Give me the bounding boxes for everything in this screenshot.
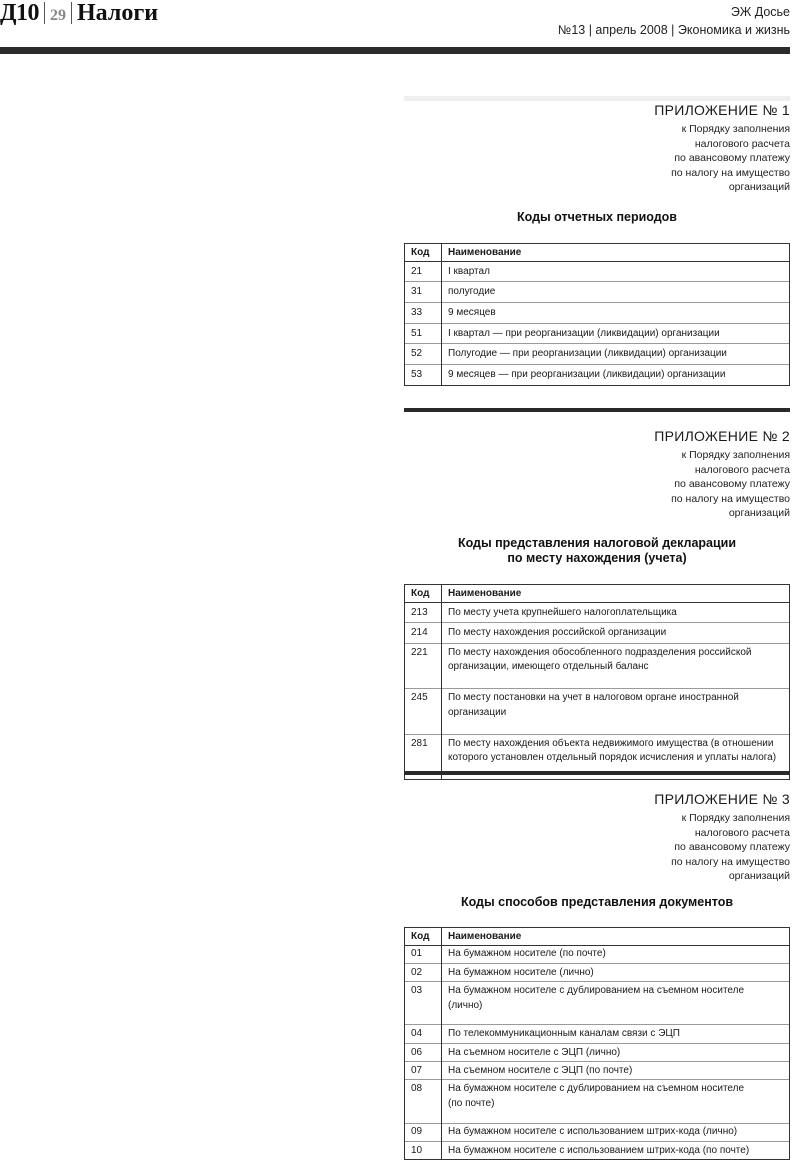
name-cell xyxy=(442,1080,790,1123)
name-line: организации, имеющего отдельный баланс xyxy=(448,660,783,675)
table-row xyxy=(405,344,790,365)
section-code: Д10 xyxy=(0,0,39,27)
name-line: На съемном носителе с ЭЦП (по почте) xyxy=(448,1064,783,1079)
appendix-subtitle xyxy=(404,122,790,195)
column-header-code: Код xyxy=(405,243,442,261)
table-row xyxy=(405,261,790,282)
name-line: (лично) xyxy=(448,999,783,1014)
appendix-3 xyxy=(404,771,790,1160)
name-cell xyxy=(442,1123,790,1141)
name-line: (по почте) xyxy=(448,1097,783,1112)
heading-line: Коды способов представления документов xyxy=(404,895,790,910)
name-line: По месту нахождения объекта недвижимого имущества (в отношении xyxy=(448,737,783,752)
codes-table xyxy=(404,243,790,386)
appendix-heading xyxy=(404,895,790,910)
column-header-code: Код xyxy=(405,927,442,945)
table-row xyxy=(405,982,790,1025)
name-cell xyxy=(442,282,790,303)
code-cell: 09 xyxy=(405,1123,442,1141)
subtitle-line: по налогу на имущество xyxy=(404,855,790,870)
name-line: По месту нахождения российской организации xyxy=(448,626,783,641)
table-row xyxy=(405,1141,790,1159)
column-header-code: Код xyxy=(405,584,442,602)
table-row xyxy=(405,1061,790,1079)
name-line: 9 месяцев — при реорганизации (ликвидации) организации xyxy=(448,368,783,383)
table-row xyxy=(405,623,790,644)
name-line: По месту нахождения обособленного подразделения российской xyxy=(448,646,783,661)
page-number: 29 xyxy=(50,7,66,25)
name-line: I квартал — при реорганизации (ликвидации) организации xyxy=(448,327,783,342)
table-row xyxy=(405,602,790,623)
appendix-subtitle xyxy=(404,811,790,884)
subtitle-line: организаций xyxy=(404,869,790,884)
name-line: I квартал xyxy=(448,265,783,280)
code-cell: 281 xyxy=(405,734,442,780)
name-cell xyxy=(442,364,790,385)
table-header-row xyxy=(405,927,790,945)
heading-line: Коды представления налоговой декларации xyxy=(404,536,790,551)
subtitle-line: налогового расчета xyxy=(404,826,790,841)
subtitle-line: к Порядку заполнения xyxy=(404,122,790,137)
name-line: На бумажном носителе с дублированием на съемном носителе xyxy=(448,984,783,999)
name-line: полугодие xyxy=(448,285,783,300)
header-rule xyxy=(0,47,790,54)
code-cell: 06 xyxy=(405,1043,442,1061)
name-cell xyxy=(442,982,790,1025)
name-cell xyxy=(442,643,790,689)
name-cell xyxy=(442,623,790,644)
table-row xyxy=(405,945,790,963)
name-cell xyxy=(442,963,790,981)
name-cell xyxy=(442,945,790,963)
table-row xyxy=(405,643,790,689)
subtitle-line: налогового расчета xyxy=(404,137,790,152)
table-row xyxy=(405,1123,790,1141)
code-cell: 245 xyxy=(405,689,442,735)
appendix-heading xyxy=(404,210,790,225)
code-cell: 04 xyxy=(405,1025,442,1043)
appendix-heading xyxy=(404,536,790,566)
subtitle-line: налогового расчета xyxy=(404,463,790,478)
name-line: Полугодие — при реорганизации (ликвидации) организации xyxy=(448,347,783,362)
table-row xyxy=(405,282,790,303)
name-cell xyxy=(442,1043,790,1061)
table-row xyxy=(405,1080,790,1123)
name-cell xyxy=(442,344,790,365)
heading-line: Коды отчетных периодов xyxy=(404,210,790,225)
name-cell xyxy=(442,1025,790,1043)
code-cell: 01 xyxy=(405,945,442,963)
name-line: организации xyxy=(448,706,783,721)
name-cell xyxy=(442,302,790,323)
appendix-subtitle xyxy=(404,448,790,521)
appendix-rule xyxy=(404,408,790,412)
publication-name: ЭЖ Досье xyxy=(558,3,790,21)
column-header-name: Наименование xyxy=(442,927,790,945)
issue-line: №13 | апрель 2008 | Экономика и жизнь xyxy=(558,21,790,39)
code-cell: 53 xyxy=(405,364,442,385)
name-line: По телекоммуникационным каналам связи с ЭЦП xyxy=(448,1027,783,1042)
name-line: По месту учета крупнейшего налогоплательщика xyxy=(448,606,783,621)
appendix-1 xyxy=(404,96,790,386)
code-cell: 214 xyxy=(405,623,442,644)
header-right xyxy=(558,3,790,39)
name-cell xyxy=(442,602,790,623)
code-cell: 221 xyxy=(405,643,442,689)
name-line: На бумажном носителе с использованием штрих-кода (по почте) xyxy=(448,1144,783,1159)
table-row xyxy=(405,302,790,323)
subtitle-line: по авансовому платежу xyxy=(404,840,790,855)
name-cell xyxy=(442,261,790,282)
code-cell: 10 xyxy=(405,1141,442,1159)
name-line: которого установлен отдельный порядок исчисления и уплаты налога) xyxy=(448,751,783,766)
table-row xyxy=(405,323,790,344)
subtitle-line: по налогу на имущество xyxy=(404,492,790,507)
table-header-row xyxy=(405,584,790,602)
code-cell: 08 xyxy=(405,1080,442,1123)
subtitle-line: организаций xyxy=(404,506,790,521)
code-cell: 31 xyxy=(405,282,442,303)
code-cell: 21 xyxy=(405,261,442,282)
name-cell xyxy=(442,323,790,344)
name-line: На бумажном носителе с использованием штрих-кода (лично) xyxy=(448,1125,783,1140)
table-row xyxy=(405,689,790,735)
table-row xyxy=(405,1025,790,1043)
name-cell xyxy=(442,689,790,735)
subtitle-line: по налогу на имущество xyxy=(404,166,790,181)
name-line: На съемном носителе с ЭЦП (лично) xyxy=(448,1046,783,1061)
table-row xyxy=(405,364,790,385)
codes-table xyxy=(404,927,790,1160)
name-line: На бумажном носителе (по почте) xyxy=(448,947,783,962)
subtitle-line: к Порядку заполнения xyxy=(404,448,790,463)
header-divider xyxy=(44,2,45,24)
page-header xyxy=(0,0,800,52)
appendix-2 xyxy=(404,408,790,780)
code-cell: 07 xyxy=(405,1061,442,1079)
name-cell xyxy=(442,1061,790,1079)
code-cell: 52 xyxy=(405,344,442,365)
name-line: На бумажном носителе (лично) xyxy=(448,966,783,981)
subtitle-line: по авансовому платежу xyxy=(404,477,790,492)
name-line: На бумажном носителе с дублированием на съемном носителе xyxy=(448,1082,783,1097)
heading-line: по месту нахождения (учета) xyxy=(404,551,790,566)
subtitle-line: организаций xyxy=(404,180,790,195)
column-header-name: Наименование xyxy=(442,243,790,261)
appendix-rule xyxy=(404,771,790,775)
code-cell: 02 xyxy=(405,963,442,981)
name-line: 9 месяцев xyxy=(448,306,783,321)
appendix-title: ПРИЛОЖЕНИЕ № 1 xyxy=(404,101,790,119)
rubric-title: Налоги xyxy=(77,0,158,27)
code-cell: 03 xyxy=(405,982,442,1025)
codes-table xyxy=(404,584,790,781)
subtitle-line: по авансовому платежу xyxy=(404,151,790,166)
table-row xyxy=(405,1043,790,1061)
header-left xyxy=(0,0,158,26)
table-row xyxy=(405,963,790,981)
column-header-name: Наименование xyxy=(442,584,790,602)
subtitle-line: к Порядку заполнения xyxy=(404,811,790,826)
appendix-title: ПРИЛОЖЕНИЕ № 2 xyxy=(404,427,790,445)
table-header-row xyxy=(405,243,790,261)
appendix-title: ПРИЛОЖЕНИЕ № 3 xyxy=(404,790,790,808)
code-cell: 51 xyxy=(405,323,442,344)
name-line: По месту постановки на учет в налоговом органе иностранной xyxy=(448,691,783,706)
header-divider xyxy=(71,2,72,24)
name-cell xyxy=(442,1141,790,1159)
code-cell: 33 xyxy=(405,302,442,323)
code-cell: 213 xyxy=(405,602,442,623)
